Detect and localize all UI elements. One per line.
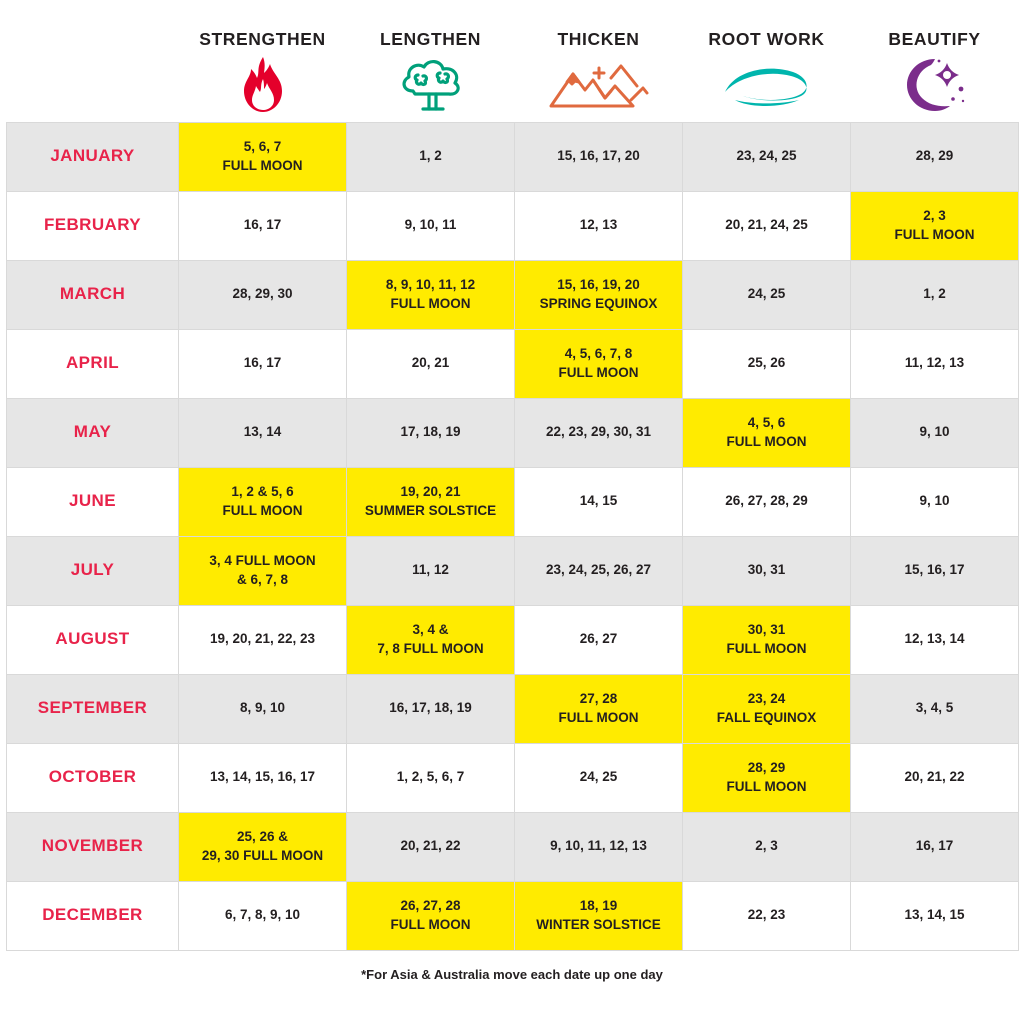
cell-line-1: 19, 20, 21: [400, 484, 461, 500]
cell-line-1: 16, 17: [243, 355, 282, 371]
cell-july-strengthen[interactable]: [179, 536, 347, 605]
cell-line-1: 22, 23: [747, 907, 786, 923]
cell-line-1: 12, 13, 14: [904, 631, 965, 647]
row-label-april: APRIL: [7, 329, 179, 398]
cell-november-strengthen[interactable]: [179, 812, 347, 881]
mountain-icon: [515, 54, 683, 116]
cell-line-2: WINTER SOLSTICE: [536, 916, 661, 932]
cell-january-beautify[interactable]: [851, 122, 1019, 191]
cell-line-2: 29, 30 FULL MOON: [201, 847, 324, 863]
cell-line-1: 8, 9, 10: [239, 700, 286, 716]
cell-march-beautify[interactable]: [851, 260, 1019, 329]
cell-line-2: FULL MOON: [390, 916, 471, 932]
cell-line-1: 3, 4 FULL MOON: [209, 553, 316, 569]
column-title-beautify: BEAUTIFY: [888, 28, 981, 49]
table-header: [7, 0, 1019, 122]
cell-may-thicken[interactable]: [515, 398, 683, 467]
cell-february-beautify[interactable]: [851, 191, 1019, 260]
cell-line-2: FULL MOON: [726, 640, 807, 656]
cell-line-1: 1, 2 & 5, 6: [231, 484, 294, 500]
cell-line-2: & 6, 7, 8: [236, 571, 289, 587]
cell-february-strengthen[interactable]: [179, 191, 347, 260]
cell-july-beautify[interactable]: [851, 536, 1019, 605]
cell-may-lengthen[interactable]: [347, 398, 515, 467]
cell-line-1: 20, 21, 24, 25: [725, 217, 808, 233]
cell-line-1: 19, 20, 21, 22, 23: [209, 631, 316, 647]
table-row: [7, 191, 1019, 260]
cell-april-beautify[interactable]: [851, 329, 1019, 398]
cell-november-thicken[interactable]: [515, 812, 683, 881]
cell-line-1: 4, 5, 6: [747, 415, 786, 431]
cell-line-1: 14, 15: [579, 493, 618, 509]
row-label-may: MAY: [7, 398, 179, 467]
column-title-root-work: ROOT WORK: [708, 28, 825, 49]
wave-icon: [683, 54, 851, 116]
cell-line-1: 24, 25: [579, 769, 618, 785]
table-row: [7, 881, 1019, 950]
row-label-september: SEPTEMBER: [7, 674, 179, 743]
cell-june-root-work[interactable]: [683, 467, 851, 536]
row-label-october: OCTOBER: [7, 743, 179, 812]
cell-line-1: 15, 16, 19, 20: [557, 277, 640, 293]
cell-line-2: FULL MOON: [558, 364, 639, 380]
cell-line-1: 26, 27: [579, 631, 618, 647]
cell-line-1: 20, 21, 22: [904, 769, 965, 785]
cell-line-1: 5, 6, 7: [243, 139, 282, 155]
cell-line-1: 22, 23, 29, 30, 31: [545, 424, 652, 440]
cell-october-beautify[interactable]: [851, 743, 1019, 812]
cell-june-beautify[interactable]: [851, 467, 1019, 536]
row-label-june: JUNE: [7, 467, 179, 536]
cell-february-root-work[interactable]: [683, 191, 851, 260]
cell-march-thicken[interactable]: [515, 260, 683, 329]
cell-line-1: 11, 12, 13: [904, 355, 965, 371]
cell-november-beautify[interactable]: [851, 812, 1019, 881]
cell-line-1: 3, 4 &: [412, 622, 449, 638]
row-label-november: NOVEMBER: [7, 812, 179, 881]
cell-august-thicken[interactable]: [515, 605, 683, 674]
cell-april-root-work[interactable]: [683, 329, 851, 398]
hair-care-calendar-table: [6, 0, 1019, 951]
cell-line-1: 28, 29, 30: [232, 286, 293, 302]
cell-line-2: SUMMER SOLSTICE: [364, 502, 497, 518]
cell-line-1: 13, 14: [243, 424, 282, 440]
cell-line-1: 9, 10: [919, 424, 950, 440]
cell-june-thicken[interactable]: [515, 467, 683, 536]
cell-january-thicken[interactable]: [515, 122, 683, 191]
cell-line-1: 30, 31: [747, 622, 786, 638]
table-row: [7, 605, 1019, 674]
cell-june-lengthen[interactable]: [347, 467, 515, 536]
cell-line-1: 26, 27, 28, 29: [725, 493, 808, 509]
cell-december-strengthen[interactable]: [179, 881, 347, 950]
cell-line-1: 4, 5, 6, 7, 8: [564, 346, 633, 362]
row-label-december: DECEMBER: [7, 881, 179, 950]
cell-line-1: 27, 28: [579, 691, 618, 707]
cell-line-2: FALL EQUINOX: [716, 709, 817, 725]
cell-july-lengthen[interactable]: [347, 536, 515, 605]
column-header-lengthen: [347, 0, 515, 122]
cell-line-2: FULL MOON: [726, 433, 807, 449]
cell-january-lengthen[interactable]: [347, 122, 515, 191]
row-label-january: JANUARY: [7, 122, 179, 191]
cell-line-1: 25, 26 &: [236, 829, 289, 845]
cell-line-1: 23, 24, 25: [736, 148, 797, 164]
table-row: [7, 743, 1019, 812]
table-row: [7, 812, 1019, 881]
row-label-march: MARCH: [7, 260, 179, 329]
cell-november-lengthen[interactable]: [347, 812, 515, 881]
cell-september-strengthen[interactable]: [179, 674, 347, 743]
cell-june-strengthen[interactable]: [179, 467, 347, 536]
table-row: [7, 674, 1019, 743]
cell-line-2: FULL MOON: [894, 226, 975, 242]
cell-september-thicken[interactable]: [515, 674, 683, 743]
cell-august-beautify[interactable]: [851, 605, 1019, 674]
cell-may-root-work[interactable]: [683, 398, 851, 467]
cell-october-lengthen[interactable]: [347, 743, 515, 812]
cell-december-thicken[interactable]: [515, 881, 683, 950]
column-header-thicken: [515, 0, 683, 122]
cell-line-1: 1, 2, 5, 6, 7: [396, 769, 465, 785]
cell-line-1: 1, 2: [923, 286, 946, 302]
cell-november-root-work[interactable]: [683, 812, 851, 881]
cell-line-1: 30, 31: [747, 562, 786, 578]
cell-line-1: 8, 9, 10, 11, 12: [385, 277, 476, 293]
table-row: [7, 467, 1019, 536]
cell-line-1: 28, 29: [915, 148, 954, 164]
cell-april-lengthen[interactable]: [347, 329, 515, 398]
cell-line-1: 12, 13: [579, 217, 618, 233]
cell-line-1: 13, 14, 15, 16, 17: [209, 769, 316, 785]
cell-march-lengthen[interactable]: [347, 260, 515, 329]
flame-icon: [179, 54, 347, 116]
cell-line-1: 9, 10, 11: [404, 217, 457, 233]
cell-line-1: 2, 3: [755, 838, 778, 854]
cell-line-1: 20, 21: [411, 355, 450, 371]
cell-september-lengthen[interactable]: [347, 674, 515, 743]
cell-october-strengthen[interactable]: [179, 743, 347, 812]
cell-line-1: 9, 10, 11, 12, 13: [550, 838, 647, 854]
cell-line-1: 3, 4, 5: [915, 700, 954, 716]
cloud-tree-icon: [347, 54, 515, 116]
cell-line-1: 9, 10: [919, 493, 950, 509]
column-title-thicken: THICKEN: [557, 28, 640, 49]
column-header-beautify: [851, 0, 1019, 122]
cell-line-2: FULL MOON: [222, 157, 303, 173]
table-row: [7, 329, 1019, 398]
cell-january-root-work[interactable]: [683, 122, 851, 191]
cell-line-1: 16, 17, 18, 19: [389, 700, 472, 716]
cell-march-strengthen[interactable]: [179, 260, 347, 329]
cell-line-2: 7, 8 FULL MOON: [377, 640, 484, 656]
cell-december-lengthen[interactable]: [347, 881, 515, 950]
footnote: *For Asia & Australia move each date up one day: [361, 966, 663, 982]
cell-february-lengthen[interactable]: [347, 191, 515, 260]
cell-december-root-work[interactable]: [683, 881, 851, 950]
cell-line-1: 20, 21, 22: [400, 838, 461, 854]
row-label-august: AUGUST: [7, 605, 179, 674]
table-row: [7, 260, 1019, 329]
cell-line-1: 6, 7, 8, 9, 10: [224, 907, 301, 923]
cell-line-1: 24, 25: [747, 286, 786, 302]
row-label-july: JULY: [7, 536, 179, 605]
cell-february-thicken[interactable]: [515, 191, 683, 260]
cell-line-1: 2, 3: [923, 208, 946, 224]
cell-line-2: FULL MOON: [558, 709, 639, 725]
cell-march-root-work[interactable]: [683, 260, 851, 329]
star-crescent-icon: [851, 54, 1019, 116]
cell-line-2: FULL MOON: [726, 778, 807, 794]
corner-cell: [7, 0, 179, 122]
cell-line-2: FULL MOON: [390, 295, 471, 311]
cell-line-2: FULL MOON: [222, 502, 303, 518]
cell-august-lengthen[interactable]: [347, 605, 515, 674]
table-body: [7, 122, 1019, 950]
cell-line-1: 28, 29: [747, 760, 786, 776]
cell-december-beautify[interactable]: [851, 881, 1019, 950]
cell-line-1: 16, 17: [915, 838, 954, 854]
cell-january-strengthen[interactable]: [179, 122, 347, 191]
cell-august-root-work[interactable]: [683, 605, 851, 674]
table-row: [7, 536, 1019, 605]
cell-line-1: 13, 14, 15: [904, 907, 965, 923]
cell-line-1: 11, 12: [412, 562, 449, 578]
column-header-strengthen: [179, 0, 347, 122]
column-title-lengthen: LENGTHEN: [379, 28, 482, 49]
cell-july-root-work[interactable]: [683, 536, 851, 605]
cell-september-beautify[interactable]: [851, 674, 1019, 743]
cell-line-1: 26, 27, 28: [400, 898, 461, 914]
cell-october-thicken[interactable]: [515, 743, 683, 812]
table-row: [7, 398, 1019, 467]
cell-line-1: 1, 2: [419, 148, 442, 164]
cell-may-beautify[interactable]: [851, 398, 1019, 467]
cell-april-thicken[interactable]: [515, 329, 683, 398]
column-title-strengthen: STRENGTHEN: [199, 28, 326, 49]
cell-line-1: 18, 19: [579, 898, 618, 914]
cell-july-thicken[interactable]: [515, 536, 683, 605]
column-header-root-work: [683, 0, 851, 122]
cell-may-strengthen[interactable]: [179, 398, 347, 467]
cell-line-1: 23, 24: [747, 691, 786, 707]
cell-october-root-work[interactable]: [683, 743, 851, 812]
cell-line-2: SPRING EQUINOX: [539, 295, 658, 311]
table-row: [7, 122, 1019, 191]
cell-line-1: 17, 18, 19: [400, 424, 461, 440]
cell-line-1: 16, 17: [243, 217, 282, 233]
cell-line-1: 23, 24, 25, 26, 27: [545, 562, 652, 578]
cell-september-root-work[interactable]: [683, 674, 851, 743]
cell-april-strengthen[interactable]: [179, 329, 347, 398]
cell-line-1: 25, 26: [747, 355, 786, 371]
cell-august-strengthen[interactable]: [179, 605, 347, 674]
row-label-february: FEBRUARY: [7, 191, 179, 260]
cell-line-1: 15, 16, 17: [904, 562, 965, 578]
cell-line-1: 15, 16, 17, 20: [557, 148, 640, 164]
